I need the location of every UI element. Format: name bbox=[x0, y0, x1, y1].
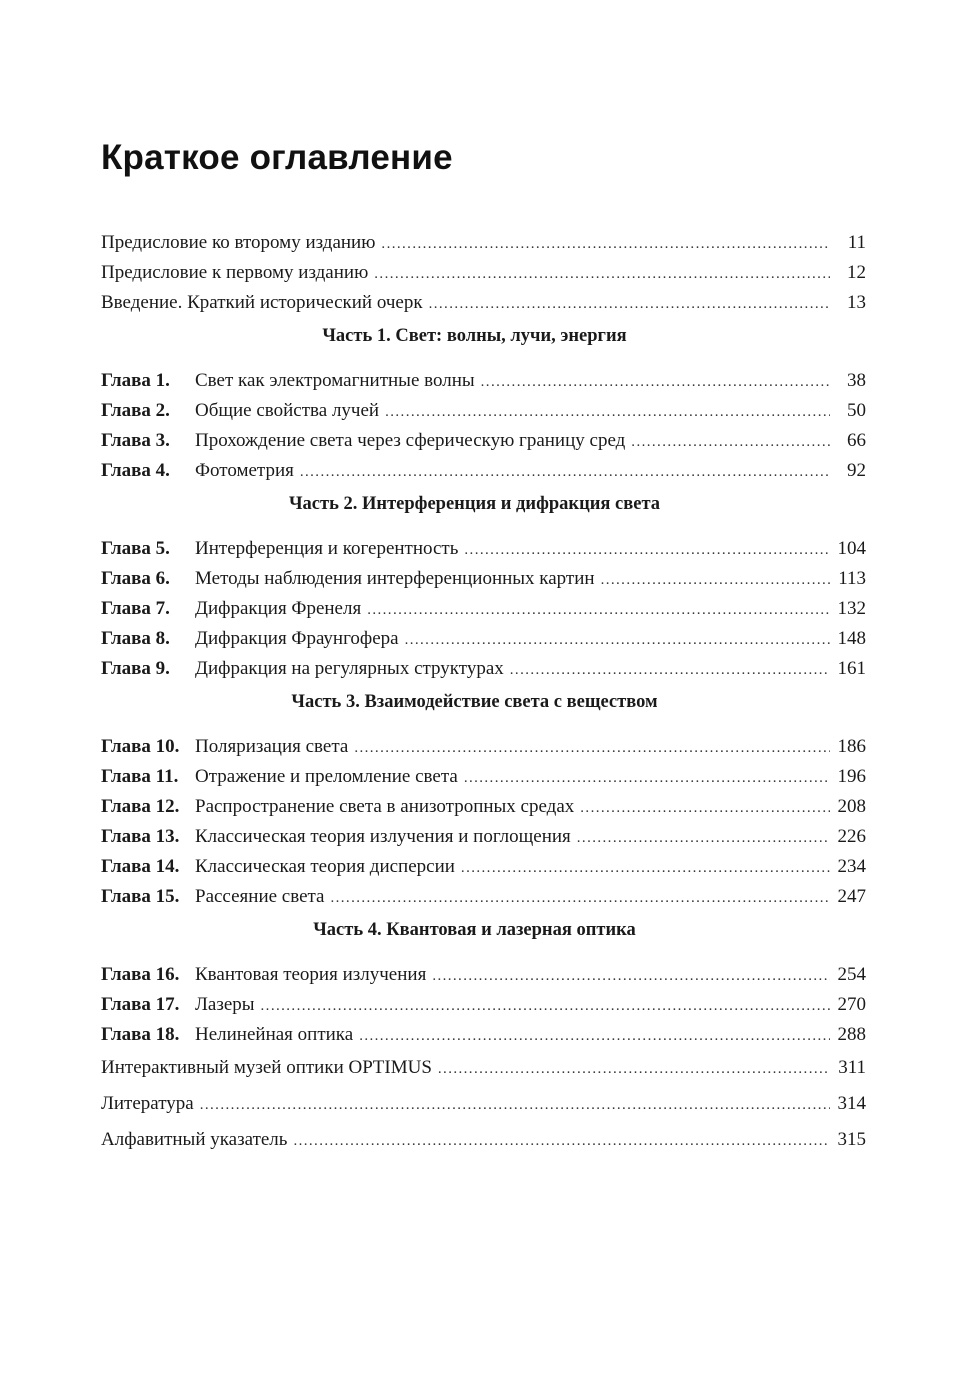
toc-entry-title: Предисловие ко второму изданию bbox=[101, 232, 376, 253]
dot-leader bbox=[381, 229, 830, 259]
toc-entry-page: 11 bbox=[847, 232, 866, 253]
chapter-page: 104 bbox=[837, 538, 866, 559]
chapter-label: Глава 18. bbox=[101, 1024, 180, 1045]
dot-leader bbox=[330, 883, 830, 913]
dot-leader bbox=[577, 823, 830, 853]
toc-chapter-17[interactable] bbox=[101, 990, 866, 1020]
toc-chapter-1[interactable] bbox=[101, 366, 866, 396]
part-heading-1[interactable]: Часть 1. Свет: волны, лучи, энергия bbox=[322, 326, 627, 346]
toc-entry-title: Литература bbox=[101, 1093, 194, 1114]
toc-chapter-6[interactable] bbox=[101, 564, 866, 594]
chapter-label: Глава 9. bbox=[101, 658, 170, 679]
chapter-label: Глава 16. bbox=[101, 964, 180, 985]
chapter-page: 247 bbox=[837, 886, 866, 907]
chapter-page: 186 bbox=[837, 736, 866, 757]
chapter-title: Отражение и преломление света bbox=[195, 766, 458, 787]
dot-leader bbox=[359, 1021, 830, 1051]
dot-leader bbox=[580, 793, 830, 823]
dot-leader bbox=[464, 763, 830, 793]
toc-chapter-3[interactable] bbox=[101, 426, 866, 456]
table-of-contents bbox=[101, 228, 866, 1158]
toc-entry-title: Алфавитный указатель bbox=[101, 1129, 288, 1150]
chapter-page: 113 bbox=[838, 568, 866, 589]
chapter-label: Глава 8. bbox=[101, 628, 170, 649]
dot-leader bbox=[385, 397, 830, 427]
dot-leader bbox=[293, 1123, 830, 1159]
chapter-title: Свет как электромагнитные волны bbox=[195, 370, 475, 391]
chapter-label: Глава 6. bbox=[101, 568, 170, 589]
chapter-title: Интерференция и когерентность bbox=[195, 538, 459, 559]
part-heading-2[interactable]: Часть 2. Интерференция и дифракция света bbox=[288, 494, 661, 514]
chapter-label: Глава 2. bbox=[101, 400, 170, 421]
dot-leader bbox=[367, 595, 830, 625]
chapter-page: 66 bbox=[847, 430, 866, 451]
chapter-page: 208 bbox=[837, 796, 866, 817]
toc-entry-page: 311 bbox=[838, 1057, 866, 1078]
toc-chapter-8[interactable] bbox=[101, 624, 866, 654]
chapter-title: Методы наблюдения интерференционных картин bbox=[195, 568, 595, 589]
chapter-label: Глава 15. bbox=[101, 886, 180, 907]
toc-chapter-12[interactable] bbox=[101, 792, 866, 822]
part-heading-4[interactable]: Часть 4. Квантовая и лазерная оптика bbox=[313, 920, 636, 940]
dot-leader bbox=[200, 1087, 830, 1123]
chapter-title: Прохождение света через сферическую границу сред bbox=[195, 430, 626, 451]
chapter-page: 148 bbox=[837, 628, 866, 649]
dot-leader bbox=[461, 853, 830, 883]
dot-leader bbox=[510, 655, 830, 685]
toc-entry-page: 314 bbox=[837, 1093, 866, 1114]
toc-chapter-18[interactable] bbox=[101, 1020, 866, 1050]
chapter-label: Глава 13. bbox=[101, 826, 180, 847]
chapter-page: 92 bbox=[847, 460, 866, 481]
dot-leader bbox=[601, 565, 830, 595]
toc-chapter-11[interactable] bbox=[101, 762, 866, 792]
toc-entry-title: Интерактивный музей оптики OPTIMUS bbox=[101, 1057, 432, 1078]
dot-leader bbox=[464, 535, 830, 565]
dot-leader bbox=[405, 625, 830, 655]
toc-entry-title: Введение. Краткий исторический очерк bbox=[101, 292, 423, 313]
chapter-title: Квантовая теория излучения bbox=[195, 964, 427, 985]
chapter-page: 50 bbox=[847, 400, 866, 421]
chapter-page: 288 bbox=[837, 1024, 866, 1045]
chapter-page: 226 bbox=[837, 826, 866, 847]
toc-entry-index[interactable] bbox=[101, 1122, 866, 1158]
chapter-label: Глава 1. bbox=[101, 370, 170, 391]
chapter-label: Глава 12. bbox=[101, 796, 180, 817]
dot-leader bbox=[354, 733, 830, 763]
toc-chapter-13[interactable] bbox=[101, 822, 866, 852]
chapter-title: Дифракция Френеля bbox=[195, 598, 362, 619]
dot-leader bbox=[429, 289, 830, 319]
toc-chapter-4[interactable] bbox=[101, 456, 866, 486]
chapter-page: 270 bbox=[837, 994, 866, 1015]
chapter-title: Фотометрия bbox=[195, 460, 294, 481]
toc-entry-literature[interactable] bbox=[101, 1086, 866, 1122]
chapter-title: Дифракция на регулярных структурах bbox=[195, 658, 504, 679]
chapter-label: Глава 7. bbox=[101, 598, 170, 619]
chapter-label: Глава 10. bbox=[101, 736, 180, 757]
toc-entry-introduction[interactable] bbox=[101, 288, 866, 318]
toc-chapter-15[interactable] bbox=[101, 882, 866, 912]
chapter-title: Поляризация света bbox=[195, 736, 349, 757]
toc-entry-title: Предисловие к первому изданию bbox=[101, 262, 369, 283]
toc-entry-page: 12 bbox=[847, 262, 866, 283]
toc-entry-preface-first[interactable] bbox=[101, 258, 866, 288]
chapter-title: Общие свойства лучей bbox=[195, 400, 380, 421]
page-title: Краткое оглавление bbox=[101, 138, 453, 177]
toc-entry-museum[interactable] bbox=[101, 1050, 866, 1086]
dot-leader bbox=[261, 991, 830, 1021]
chapter-title: Классическая теория дисперсии bbox=[195, 856, 455, 877]
toc-chapter-16[interactable] bbox=[101, 960, 866, 990]
chapter-label: Глава 5. bbox=[101, 538, 170, 559]
toc-entry-page: 13 bbox=[847, 292, 866, 313]
chapter-page: 254 bbox=[837, 964, 866, 985]
toc-chapter-2[interactable] bbox=[101, 396, 866, 426]
chapter-title: Классическая теория излучения и поглощения bbox=[195, 826, 571, 847]
chapter-label: Глава 4. bbox=[101, 460, 170, 481]
chapter-page: 161 bbox=[837, 658, 866, 679]
chapter-label: Глава 17. bbox=[101, 994, 180, 1015]
chapter-label: Глава 3. bbox=[101, 430, 170, 451]
toc-chapter-9[interactable] bbox=[101, 654, 866, 684]
toc-entry-page: 315 bbox=[837, 1129, 866, 1150]
dot-leader bbox=[438, 1051, 830, 1087]
chapter-title: Лазеры bbox=[195, 994, 255, 1015]
chapter-page: 234 bbox=[837, 856, 866, 877]
chapter-title: Рассеяние света bbox=[195, 886, 325, 907]
chapter-page: 196 bbox=[837, 766, 866, 787]
dot-leader bbox=[432, 961, 830, 991]
chapter-page: 132 bbox=[837, 598, 866, 619]
part-heading-3[interactable]: Часть 3. Взаимодействие света с веществом bbox=[291, 692, 658, 712]
toc-chapter-14[interactable] bbox=[101, 852, 866, 882]
toc-chapter-10[interactable] bbox=[101, 732, 866, 762]
chapter-title: Дифракция Фраунгофера bbox=[195, 628, 399, 649]
chapter-title: Нелинейная оптика bbox=[195, 1024, 354, 1045]
dot-leader bbox=[631, 427, 830, 457]
dot-leader bbox=[300, 457, 830, 487]
toc-entry-preface-second[interactable] bbox=[101, 228, 866, 258]
dot-leader bbox=[481, 367, 830, 397]
dot-leader bbox=[374, 259, 830, 289]
chapter-label: Глава 11. bbox=[101, 766, 179, 787]
chapter-title: Распространение света в анизотропных средах bbox=[195, 796, 575, 817]
chapter-label: Глава 14. bbox=[101, 856, 180, 877]
toc-chapter-5[interactable] bbox=[101, 534, 866, 564]
chapter-page: 38 bbox=[847, 370, 866, 391]
toc-chapter-7[interactable] bbox=[101, 594, 866, 624]
